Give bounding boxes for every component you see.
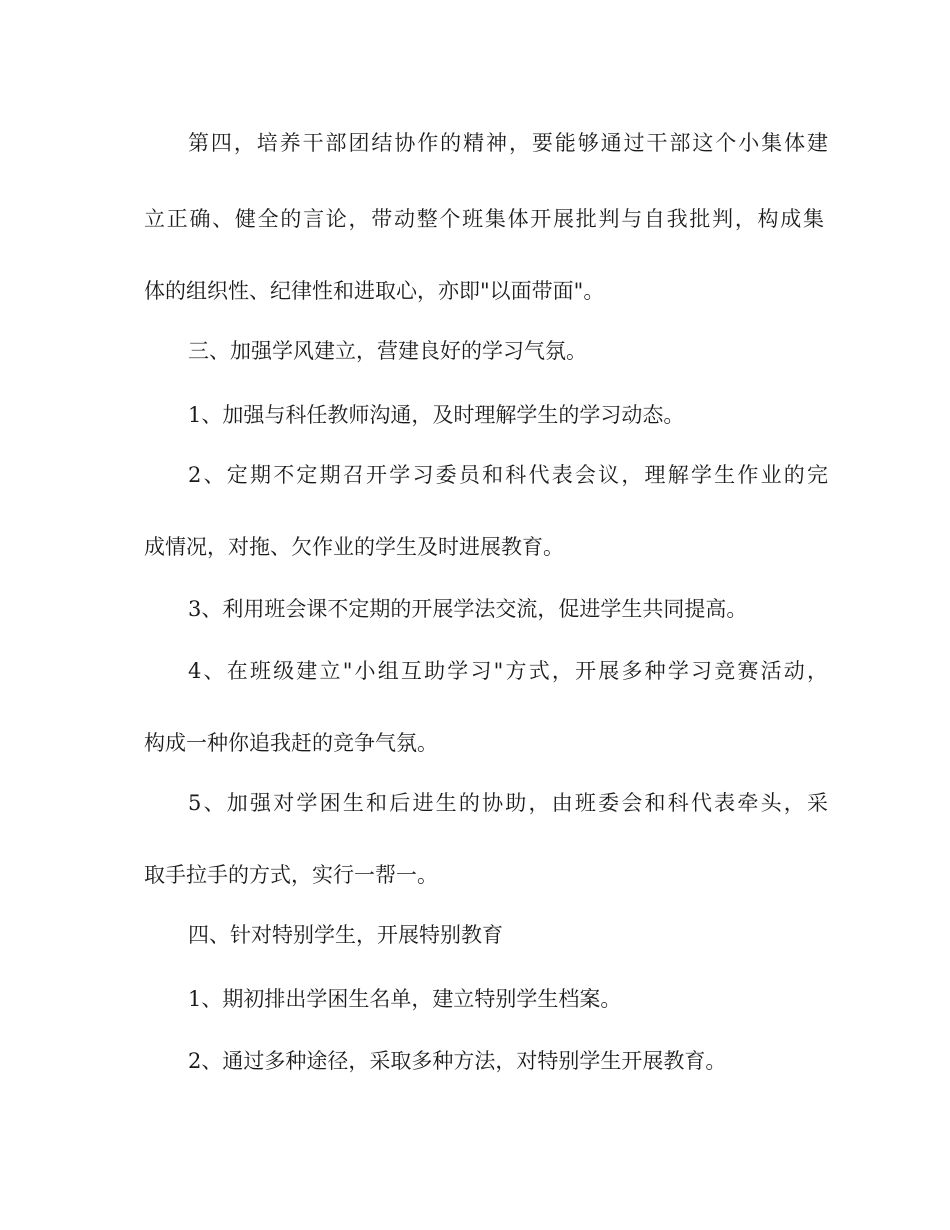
list-item: 1、加强与科任教师沟通，及时理解学生的学习动态。: [188, 403, 685, 427]
list-item-continuation: 取手拉手的方式，实行一帮一。: [144, 863, 438, 887]
paragraph-line: 第四，培养干部团结协作的精神，要能够通过干部这个小集体建: [188, 131, 828, 155]
paragraph-line: 体的组织性、纪律性和进取心，亦即"以面带面"。: [144, 279, 605, 303]
list-item: 5、加强对学困生和后进生的协助，由班委会和科代表牵头，采: [188, 791, 828, 815]
list-item: 3、利用班会课不定期的开展学法交流，促进学生共同提高。: [188, 597, 748, 621]
list-item-continuation: 构成一种你追我赶的竞争气氛。: [144, 731, 438, 755]
list-item: 1、期初排出学困生名单，建立特别学生档案。: [188, 987, 622, 1011]
list-item: 2、通过多种途径，采取多种方法，对特别学生开展教育。: [188, 1049, 727, 1073]
list-item-continuation: 成情况，对拖、欠作业的学生及时进展教育。: [144, 535, 564, 559]
paragraph-line: 立正确、健全的言论，带动整个班集体开展批判与自我批判，构成集: [144, 207, 824, 231]
section-heading: 三、加强学风建立，营建良好的学习气氛。: [188, 339, 587, 363]
list-item: 2、定期不定期召开学习委员和科代表会议，理解学生作业的完: [188, 463, 828, 487]
section-heading: 四、针对特别学生，开展特别教育: [188, 923, 503, 947]
list-item: 4、在班级建立"小组互助学习"方式，开展多种学习竞赛活动，: [188, 659, 828, 683]
